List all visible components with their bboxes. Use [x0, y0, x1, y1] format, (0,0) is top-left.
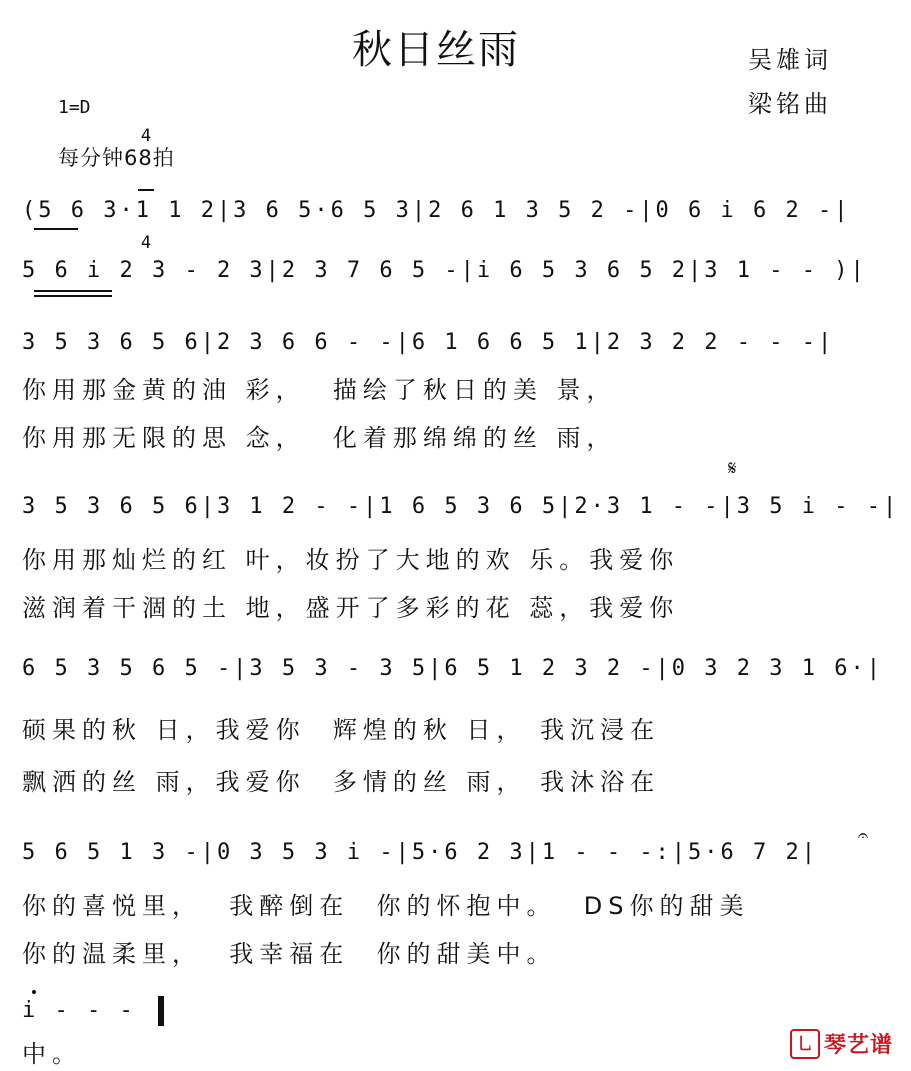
staff-4-lyric-verse-2: 滋润着干涸的土 地，盛开了多彩的花 蕊，我爱你	[22, 594, 680, 622]
lyricist-credit: 吴雄词	[748, 46, 832, 74]
time-signature-divider	[138, 189, 154, 191]
staff-7-notes: i - - -	[22, 998, 136, 1023]
staff-7-lyric: 中。	[22, 1040, 82, 1068]
song-title: 秋日丝雨	[352, 27, 520, 73]
key-signature: 1=D	[58, 97, 91, 118]
time-signature-bottom: 4	[140, 233, 152, 253]
staff-6-lyric-verse-1: 你的喜悦里， 我醉倒在 你的怀抱中。 DS你的甜美	[22, 892, 750, 920]
staff-3-lyric-verse-1: 你用那金黄的油 彩， 描绘了秋日的美 景，	[22, 376, 617, 404]
staff-3-lyric-verse-2: 你用那无限的思 念， 化着那绵绵的丝 雨，	[22, 424, 617, 452]
beam-line	[34, 290, 112, 292]
staff-6-notes: 5 6 5 1 3 -|0 3 5 3 i -|5·6 2 3|1 - - -:|5·6 7 2|	[22, 840, 819, 865]
staff-6-lyric-verse-2: 你的温柔里， 我幸福在 你的甜美中。	[22, 940, 557, 968]
beam-line	[34, 295, 112, 297]
segno-icon: 𝄋	[728, 456, 737, 480]
high-octave-dot	[32, 990, 36, 994]
fermata-icon: 𝄐	[858, 825, 869, 846]
logo-icon: 乚	[790, 1029, 820, 1059]
staff-1-notes: (5 6 3·1 1 2|3 6 5·6 5 3|2 6 1 3 5 2 -|0 6 i 6 2 -|	[22, 198, 851, 223]
beam-line	[34, 228, 78, 230]
time-signature	[136, 84, 156, 275]
site-logo	[790, 1028, 893, 1059]
composer-credit: 梁铭曲	[748, 90, 832, 118]
final-barline	[158, 996, 164, 1026]
staff-5-lyric-verse-2: 飘洒的丝 雨，我爱你 多情的丝 雨， 我沐浴在	[22, 768, 661, 796]
tempo-marking: 每分钟68拍	[58, 146, 175, 170]
staff-4-lyric-verse-1: 你用那灿烂的红 叶，妆扮了大地的欢 乐。我爱你	[22, 546, 680, 574]
staff-5-notes: 6 5 3 5 6 5 -|3 5 3 - 3 5|6 5 1 2 3 2 -|0 3 2 3 1 6·|	[22, 656, 883, 681]
staff-5-lyric-verse-1: 硕果的秋 日，我爱你 辉煌的秋 日， 我沉浸在	[22, 716, 661, 744]
staff-2-notes: 5 6 i 2 3 - 2 3|2 3 7 6 5 -|i 6 5 3 6 5 2|3 1 - - )|	[22, 258, 867, 283]
staff-4-notes: 3 5 3 6 5 6|3 1 2 - -|1 6 5 3 6 5|2·3 1 - -|3 5 i - -|	[22, 494, 900, 519]
logo-text: 琴艺谱	[824, 1033, 894, 1058]
staff-3-notes: 3 5 3 6 5 6|2 3 6 6 - -|6 1 6 6 5 1|2 3 2 2 - - -|	[22, 330, 835, 355]
time-signature-top: 4	[140, 126, 152, 146]
